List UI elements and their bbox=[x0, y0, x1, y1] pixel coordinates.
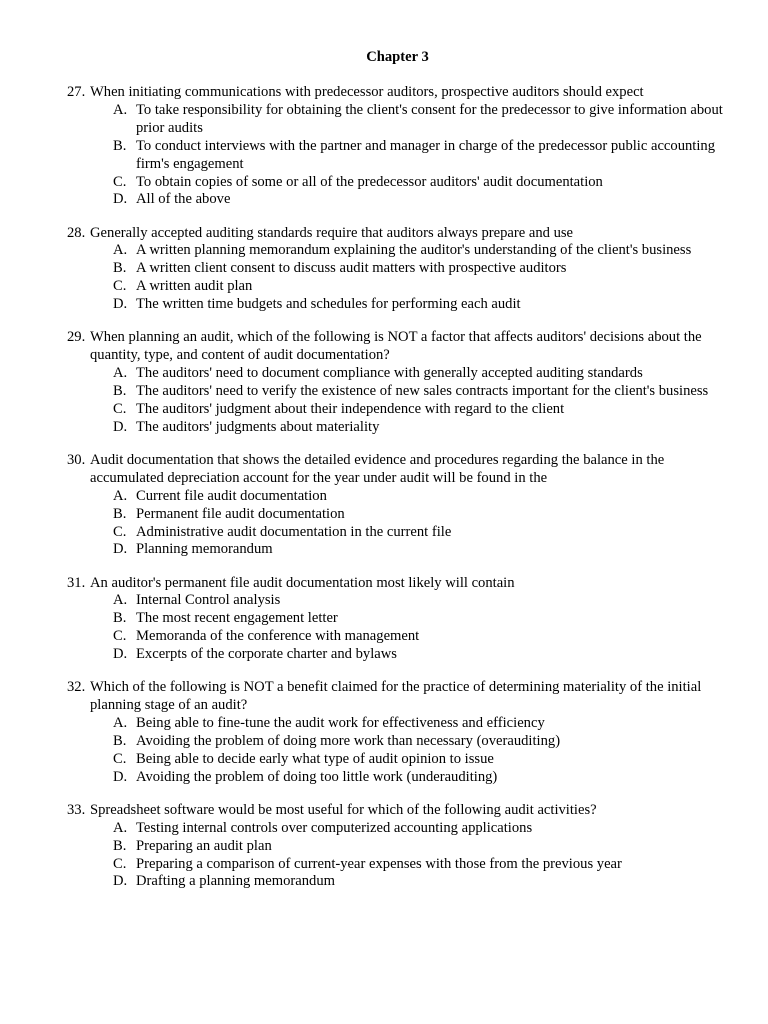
option-letter: C. bbox=[113, 628, 127, 645]
option-letter: A. bbox=[113, 819, 128, 836]
option-text: All of the above bbox=[136, 191, 231, 208]
answer-option bbox=[67, 383, 728, 401]
option-text: Planning memorandum bbox=[136, 541, 273, 558]
option-letter: D. bbox=[113, 646, 128, 663]
question-number: 32. bbox=[67, 679, 86, 696]
question-stem bbox=[67, 329, 728, 365]
option-letter: A. bbox=[113, 101, 128, 118]
question-stem bbox=[67, 452, 728, 488]
question-stem bbox=[67, 225, 728, 243]
option-letter: B. bbox=[113, 610, 127, 627]
option-text: Current file audit documentation bbox=[136, 487, 327, 504]
option-text: To obtain copies of some or all of the predecessor auditors' audit documentation bbox=[136, 173, 603, 190]
option-text: Avoiding the problem of doing too little work (underauditing) bbox=[136, 768, 498, 785]
option-letter: B. bbox=[113, 837, 127, 854]
question-text: Audit documentation that shows the detailed evidence and procedures regarding the balance in the accumulated depreciation account for the year under audit will be found in the bbox=[90, 451, 665, 486]
option-text: A written planning memorandum explaining the auditor's understanding of the client's business bbox=[136, 242, 692, 259]
option-letter: A. bbox=[113, 487, 128, 504]
answer-option bbox=[67, 174, 728, 192]
answer-option bbox=[67, 506, 728, 524]
answer-option bbox=[67, 296, 728, 314]
option-text: Preparing a comparison of current-year expenses with those from the previous year bbox=[136, 855, 622, 872]
question-number: 28. bbox=[67, 224, 86, 241]
option-text: The auditors' judgment about their independence with regard to the client bbox=[136, 400, 565, 417]
answer-option bbox=[67, 419, 728, 437]
question-3 bbox=[67, 329, 728, 436]
answer-option bbox=[67, 715, 728, 733]
answer-option bbox=[67, 260, 728, 278]
question-number: 31. bbox=[67, 574, 86, 591]
option-text: The written time budgets and schedules for performing each audit bbox=[136, 296, 521, 313]
option-letter: D. bbox=[113, 768, 128, 785]
answer-option bbox=[67, 820, 728, 838]
option-letter: D. bbox=[113, 296, 128, 313]
answer-options bbox=[67, 242, 728, 314]
question-list bbox=[67, 84, 728, 891]
question-text: When initiating communications with predecessor auditors, prospective auditors should expect bbox=[90, 84, 644, 100]
question-stem bbox=[67, 575, 728, 593]
answer-option bbox=[67, 401, 728, 419]
option-text: Avoiding the problem of doing more work than necessary (overauditing) bbox=[136, 732, 561, 749]
answer-option bbox=[67, 610, 728, 628]
question-number: 33. bbox=[67, 801, 86, 818]
option-text: Permanent file audit documentation bbox=[136, 505, 345, 522]
option-letter: A. bbox=[113, 365, 128, 382]
option-text: Drafting a planning memorandum bbox=[136, 873, 335, 890]
answer-options bbox=[67, 102, 728, 209]
question-text: An auditor's permanent file audit documentation most likely will contain bbox=[90, 574, 515, 591]
option-letter: C. bbox=[113, 400, 127, 417]
question-text: Which of the following is NOT a benefit claimed for the practice of determining materiality of the initial planning stage of an audit? bbox=[90, 679, 702, 714]
question-6 bbox=[67, 679, 728, 786]
option-text: Testing internal controls over computerized accounting applications bbox=[136, 819, 533, 836]
question-4 bbox=[67, 452, 728, 559]
answer-options bbox=[67, 715, 728, 787]
option-letter: C. bbox=[113, 855, 127, 872]
option-letter: D. bbox=[113, 541, 128, 558]
option-text: Internal Control analysis bbox=[136, 592, 281, 609]
option-text: Preparing an audit plan bbox=[136, 837, 272, 854]
question-5 bbox=[67, 575, 728, 665]
answer-option bbox=[67, 769, 728, 787]
chapter-title: Chapter 3 bbox=[366, 49, 429, 65]
answer-options bbox=[67, 365, 728, 437]
option-text: The auditors' need to document compliance with generally accepted auditing standards bbox=[136, 365, 643, 382]
option-text: To take responsibility for obtaining the client's consent for the predecessor to give information about prior audits bbox=[136, 101, 723, 136]
option-text: Administrative audit documentation in the current file bbox=[136, 523, 452, 540]
option-letter: D. bbox=[113, 418, 128, 435]
answer-options bbox=[67, 820, 728, 892]
answer-option bbox=[67, 592, 728, 610]
question-text: When planning an audit, which of the following is NOT a factor that affects auditors' decisions about the quantity, type, and content of audit documentation? bbox=[90, 329, 702, 364]
option-letter: A. bbox=[113, 592, 128, 609]
option-text: To conduct interviews with the partner and manager in charge of the predecessor public accounting firm's engagement bbox=[136, 137, 716, 172]
answer-option bbox=[67, 365, 728, 383]
option-letter: B. bbox=[113, 260, 127, 277]
question-number: 29. bbox=[67, 329, 86, 346]
option-letter: B. bbox=[113, 382, 127, 399]
option-letter: B. bbox=[113, 505, 127, 522]
question-1 bbox=[67, 84, 728, 209]
answer-option bbox=[67, 733, 728, 751]
answer-option bbox=[67, 628, 728, 646]
answer-option bbox=[67, 873, 728, 891]
option-letter: D. bbox=[113, 191, 128, 208]
question-stem bbox=[67, 84, 728, 102]
answer-option bbox=[67, 838, 728, 856]
answer-option bbox=[67, 646, 728, 664]
option-letter: C. bbox=[113, 750, 127, 767]
question-2 bbox=[67, 225, 728, 315]
answer-option bbox=[67, 488, 728, 506]
question-text: Spreadsheet software would be most useful for which of the following audit activities? bbox=[90, 801, 597, 818]
answer-option bbox=[67, 856, 728, 874]
answer-option bbox=[67, 751, 728, 769]
answer-option bbox=[67, 278, 728, 296]
answer-option bbox=[67, 242, 728, 260]
answer-option bbox=[67, 191, 728, 209]
answer-option bbox=[67, 524, 728, 542]
answer-options bbox=[67, 488, 728, 560]
option-text: The auditors' need to verify the existence of new sales contracts important for the client's business bbox=[136, 382, 709, 399]
answer-option bbox=[67, 541, 728, 559]
question-text: Generally accepted auditing standards require that auditors always prepare and use bbox=[90, 224, 574, 241]
option-letter: D. bbox=[113, 873, 128, 890]
option-text: Being able to fine-tune the audit work for effectiveness and efficiency bbox=[136, 715, 545, 732]
option-letter: C. bbox=[113, 173, 127, 190]
question-stem bbox=[67, 802, 728, 820]
option-text: Excerpts of the corporate charter and bylaws bbox=[136, 646, 397, 663]
option-letter: C. bbox=[113, 523, 127, 540]
option-text: The auditors' judgments about materiality bbox=[136, 418, 380, 435]
option-text: Being able to decide early what type of audit opinion to issue bbox=[136, 750, 494, 767]
answer-option bbox=[67, 138, 728, 174]
option-letter: B. bbox=[113, 137, 127, 154]
question-7 bbox=[67, 802, 728, 892]
option-letter: B. bbox=[113, 732, 127, 749]
answer-option bbox=[67, 102, 728, 138]
question-number: 30. bbox=[67, 451, 86, 468]
option-letter: C. bbox=[113, 278, 127, 295]
option-letter: A. bbox=[113, 242, 128, 259]
question-number: 27. bbox=[67, 84, 86, 100]
option-text: The most recent engagement letter bbox=[136, 610, 338, 627]
answer-options bbox=[67, 592, 728, 664]
option-text: A written client consent to discuss audit matters with prospective auditors bbox=[136, 260, 567, 277]
option-text: A written audit plan bbox=[136, 278, 253, 295]
option-letter: A. bbox=[113, 715, 128, 732]
option-text: Memoranda of the conference with management bbox=[136, 628, 420, 645]
question-stem bbox=[67, 679, 728, 715]
